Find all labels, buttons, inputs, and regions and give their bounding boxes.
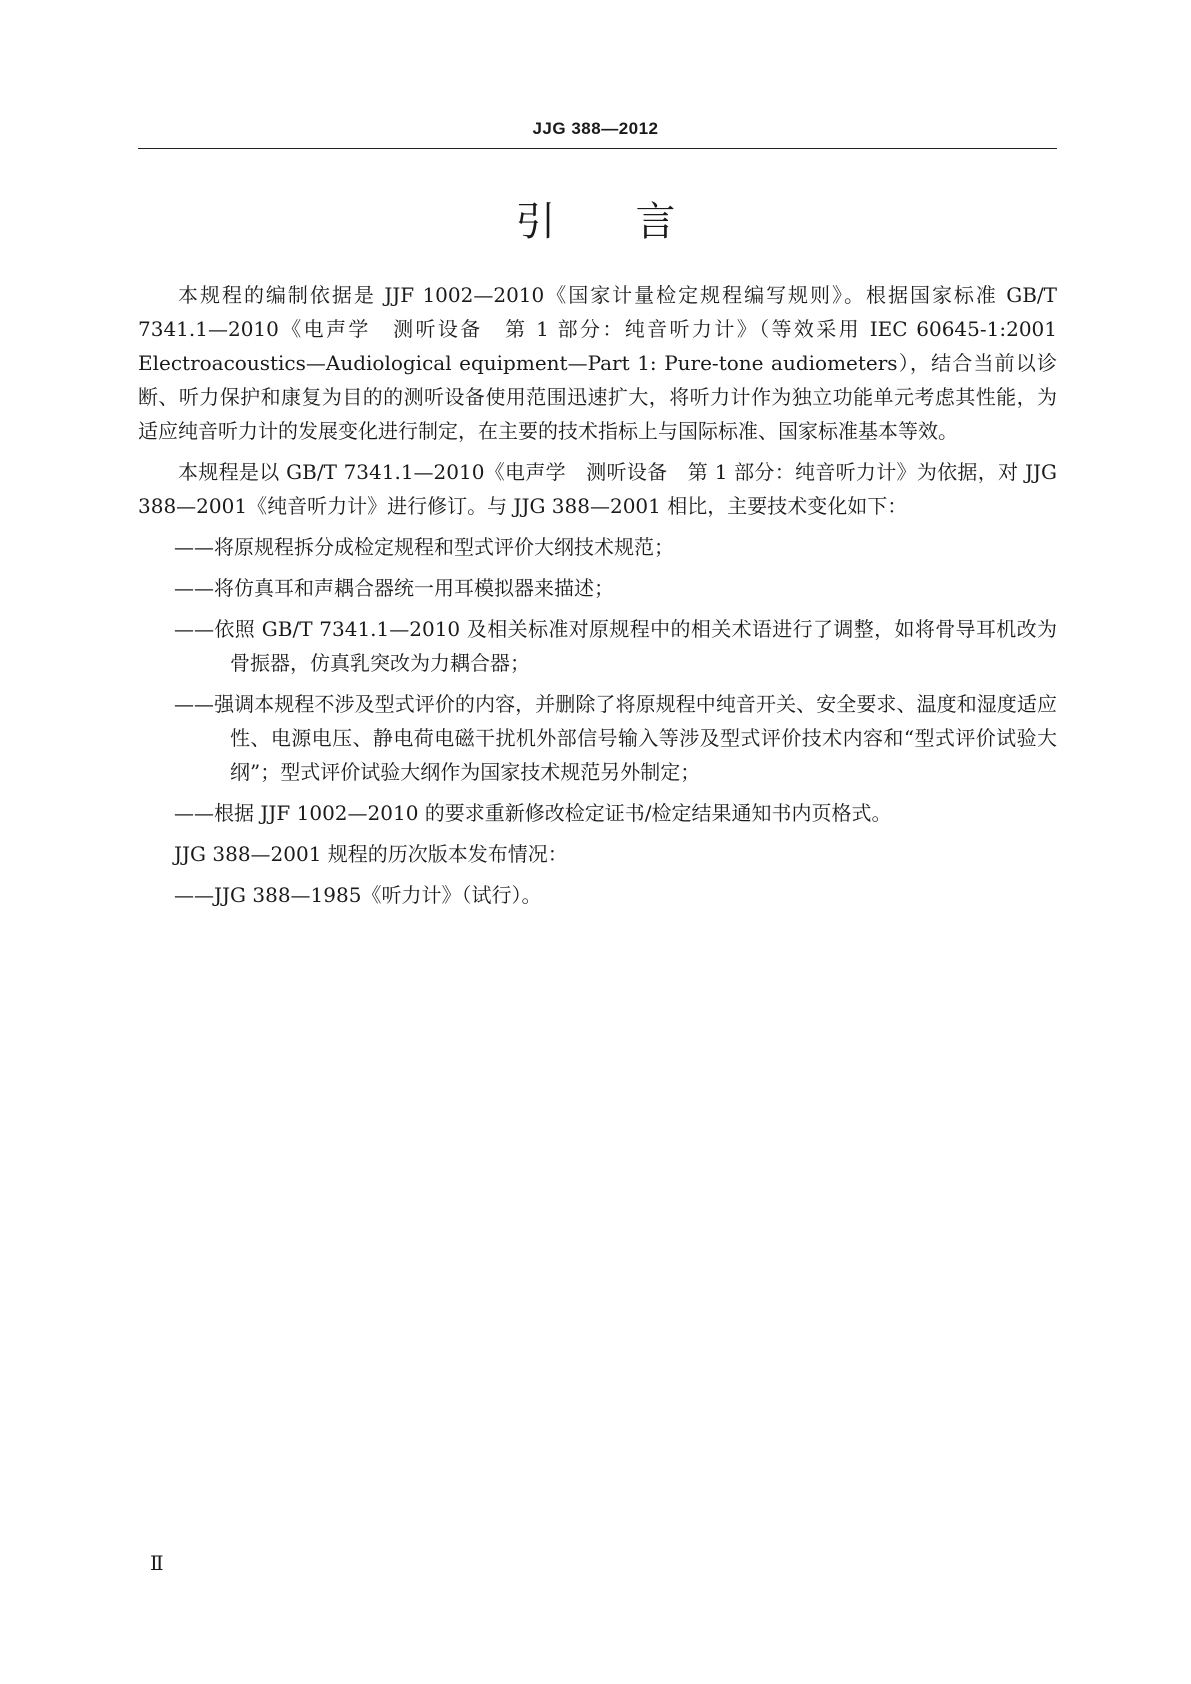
- changes-list: [138, 530, 1057, 830]
- document-body: [138, 278, 1077, 912]
- intro-paragraph-revision: 本规程是以 GB/T 7341.1—2010《电声学 测听设备 第 1 部分：纯音听力计》为依据，对 JJG 388—2001《纯音听力计》进行修订。与 JJG 388—2001 相比，主要技术变化如下：: [138, 460, 1057, 518]
- history-item: ——JJG 388—1985《听力计》（试行）。: [174, 883, 542, 907]
- intro-paragraph-basis: 本规程的编制依据是 JJF 1002—2010《国家计量检定规程编写规则》。根据国家标准 GB/T 7341.1—2010《电声学 测听设备 第 1 部分：纯音听力计》（等效采用 IEC 60645-1:2001 Electroacoustics—Audiological equipment—Part 1: Pure-tone audiometers），结合当前以诊断、听力保护和康复为目的的测听设备使用范围迅速扩大，将听力计作为独立功能单元考虑其性能，为适应纯音听力计的发展变化进行制定，在主要的技术指标上与国际标准、国家标准基本等效。: [138, 283, 1077, 443]
- change-item: ——依照 GB/T 7341.1—2010 及相关标准对原规程中的相关术语进行了调整，如将骨导耳机改为骨振器，仿真乳突改为力耦合器；: [174, 617, 1057, 675]
- page-title: 引言: [515, 199, 756, 245]
- change-item: ——将原规程拆分成检定规程和型式评价大纲技术规范；: [174, 535, 674, 559]
- change-item: ——强调本规程不涉及型式评价的内容，并删除了将原规程中纯音开关、安全要求、温度和湿度适应性、电源电压、静电荷电磁干扰机外部信号输入等涉及型式评价技术内容和“型式评价试验大纲”；型式评价试验大纲作为国家技术规范另外制定；: [174, 692, 1057, 784]
- history-heading: JJG 388—2001 规程的历次版本发布情况：: [174, 842, 568, 866]
- change-item: ——根据 JJF 1002—2010 的要求重新修改检定证书/检定结果通知书内页格式。: [174, 801, 892, 825]
- change-item: ——将仿真耳和声耦合器统一用耳模拟器来描述；: [174, 576, 614, 600]
- header-divider: [138, 148, 1057, 149]
- page-number: Ⅱ: [150, 1551, 164, 1575]
- standard-code-header: JJG 388—2012: [532, 119, 659, 138]
